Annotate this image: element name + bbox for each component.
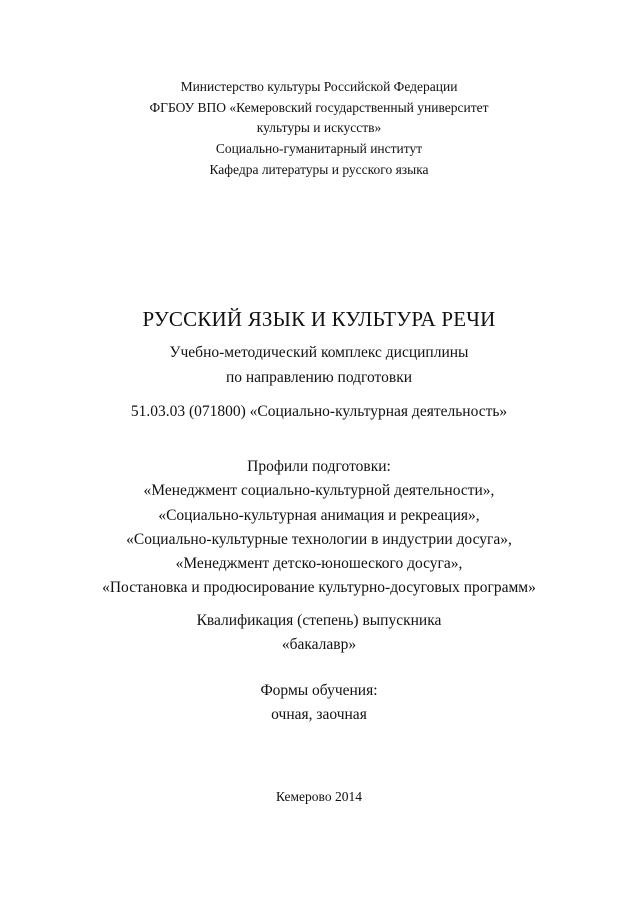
profile-item: «Социально-культурные технологии в индустрии досуга»,	[126, 531, 512, 548]
study-forms-heading: Формы обучения:	[260, 682, 378, 699]
study-forms-value: очная, заочная	[271, 706, 367, 723]
ministry-line: Министерство культуры Российской Федерации	[180, 79, 458, 94]
profile-item: «Постановка и продюсирование культурно-досуговых программ»	[102, 579, 536, 596]
qualification-value: «бакалавр»	[281, 636, 357, 653]
direction-code: 51.03.03 (071800) «Социально-культурная деятельность»	[130, 403, 508, 420]
profiles-heading: Профили подготовки:	[247, 458, 391, 475]
institute-line: Социально-гуманитарный институт	[215, 141, 423, 156]
profile-item: «Менеджмент детско-юношеского досуга»,	[175, 555, 463, 572]
subtitle-line-2: по направлению подготовки	[225, 369, 413, 386]
subtitle-line-1: Учебно-методический комплекс дисциплины	[169, 344, 469, 361]
qualification-heading: Квалификация (степень) выпускника	[196, 612, 442, 629]
university-line: ФГБОУ ВПО «Кемеровский государственный университет	[149, 100, 489, 115]
document-title: РУССКИЙ ЯЗЫК И КУЛЬТУРА РЕЧИ	[142, 307, 496, 331]
place-year: Кемерово 2014	[276, 789, 362, 804]
profile-item: «Менеджмент социально-культурной деятельности»,	[143, 482, 495, 499]
university-line-continued: культуры и искусств»	[256, 120, 382, 135]
profile-item: «Социально-культурная анимация и рекреация»,	[158, 507, 480, 524]
department-line: Кафедра литературы и русского языка	[209, 162, 429, 177]
